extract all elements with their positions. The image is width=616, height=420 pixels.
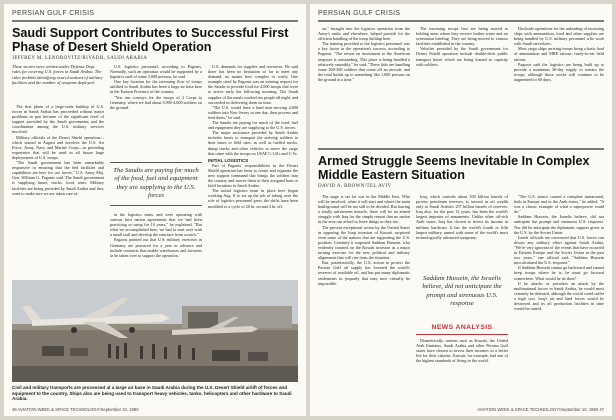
article-headline: Saudi Support Contributes to Successful First Phase of Desert Shield Operation [12, 26, 289, 54]
subheading: INITIAL LOGISTICS [208, 157, 249, 163]
page-folio: AVIATION WEEK & SPACE TECHNOLOGY/September 10, 1990 47 [477, 407, 604, 412]
paragraph: The incoming troops first are being moved to holding areas where they receive further water and air orientation briefing. They are being moved to various facilities established in the country. [416, 26, 508, 47]
kicker-rule [12, 20, 298, 22]
right-page [310, 4, 612, 416]
left-page [4, 4, 306, 416]
section-kicker: PERSIAN GULF CRISIS [12, 10, 95, 17]
paragraph: Part of Pagonis' responsibilities in the Desert Shield operation has been to create and organize the new support command that brings the soldiers into the country and moves them to their assigned base or field locations in Saudi Arabia. [208, 162, 298, 189]
paragraph: The initial logistics team in place here began working Aug. 8 to set up the job of taking over the role of logistics personnel grew, the shifts have been modified to a cycle of 20 hr. on and 4 hr. off. [208, 188, 298, 209]
page-folio: 46 AVIATION WEEK & SPACE TECHNOLOGY/September 10, 1990 [12, 407, 139, 412]
column-1 [318, 194, 410, 404]
paragraph: "The Saudi government has been remarkably responsive in ensuring that the bed facilities and capabilities are here for our forces," U.S. Army Maj. Gen. William G. Pagonis said. The Saudi government is supplying buses, trucks, food, tents. Military facilities are being provided by Saudi Arabia and they want to make sure we are taken care of. [12, 160, 104, 196]
paragraph: But, paradoxically, the U.S. action to protect the Persian Gulf oil supply has lowered the world's reserves of available oil, and has put many diplomatic settlements in jeopardy that may now virtually be impossible. [318, 260, 410, 286]
column-3 [514, 194, 604, 404]
column-3 [208, 64, 298, 276]
paragraph: The major assistance provided by Saudi Arabia includes buses to transport the arriving soldiers to their bases or field sites, as well as fuelled trucks, dump trucks and other vehicles to move the cargo that came with the troops on USAF C-141s and C-5s. [208, 130, 298, 156]
continued-column-2 [416, 26, 508, 144]
continued-column-3 [514, 26, 604, 144]
paragraph: "You run convoys for the troops of 3 Corps to Germany, where we had about 3,000-4,000 soldiers on the ground. [110, 94, 202, 110]
news-analysis-rule [416, 334, 508, 335]
paragraph: U.S. demands for supplies and resources. He said there has been no hesitation so far to meet any demand, no matter how complex or costly. One example cited by Pagonis was an evening request for the Saudis to provide food for 4,000 troops that were to arrive early the following morning. The Saudi supplier of the meals worked ten people all night, and succeeded in delivering them on time. [208, 64, 298, 105]
paragraph: If Saddam Hussein cannot go backward and cannot keep troops where he is, he must go forward somewhere. What would he do then? [514, 265, 604, 281]
paragraph: on," brought into the logistics operation from the Army's ranks and elsewhere, helped provide for the efficient handling of the troop buildup here. [318, 26, 410, 42]
column-2-top [416, 194, 508, 268]
pull-quote: The Saudis are paying for much of the food, fuel and equipment they are supplying to the U.S. forces [110, 162, 202, 206]
article-separator [318, 148, 604, 150]
paragraph: Diametrically, nations such as Kuwait, the United Arab Emirates, Saudi Arabia and other Persian Gulf states have chosen to invest their incomes in a better life for their citizens. Kuwait, for example, had one of the highest standards of living in the world. [416, 338, 508, 364]
paragraph: Israeli officials are convinced that U.S. forces can thwart any military effort against Saudi Arabia. "We're very ignorant of the events that have occurred in Eastern Europe and the Soviet Union in the past two years," one official said. "Saddam Hussein miscalculated the U.S. response." [514, 234, 604, 266]
paragraph: Iraq, which controls about 100 billion barrels of proven petroleum reserves, is second in oil wealth only to Saudi Arabia's 257 billion barrels of reserves. Iraq also, for the past 12 years, has been the world's largest importer of armaments. Unlike other oil-rich Arab states, Iraq has chosen to invest its income in military hardware. It has the world's fourth or fifth largest military, armed with some of the world's most technologically advanced weaponry. [416, 194, 508, 240]
paragraph: Military officials of the Desert Shield operation—which started in August and involves the U.S. Air Force, Army, Navy and Marine Corps—in providing experience that will be used in all future large deployments of U.S. troops. [12, 134, 104, 160]
paragraph: "The U.S. stance caused a complete turnaround, both in Europe and in the Arab states," he added. "It was a classic example of what a superpower could do." [514, 194, 604, 215]
news-analysis-label: NEWS ANALYSIS [431, 324, 493, 331]
article-byline: JEFFREY M. LENOROVITZ/RIYADH, SAUDI ARABIA [12, 56, 148, 61]
column-2-top [110, 64, 202, 160]
kicker-rule [318, 20, 604, 22]
paragraph: Vehicles provided by the Saudi government for Desert Shield operation include double-deck public transport buses which are being loaned to capacity with soldiers. [416, 46, 508, 67]
paragraph: Most cargo ships arriving troops bring a basic load of ammunition and MRE rations, ready-to-eat field rations. [514, 46, 604, 62]
section-kicker: PERSIAN GULF CRISIS [318, 10, 401, 17]
airbase-photo [12, 280, 298, 382]
article-headline: Armed Struggle Seems Inevitable In Complex Middle Eastern Situation [318, 154, 590, 182]
paragraph: Pagonis pointed out that U.S. military exercises in Germany are practiced for a year in advance and include contracts that enable warehouses and factories to be taken over to support the operation. [110, 237, 202, 258]
article-byline: DAVID A. BROWN/TEL AVIV [318, 184, 392, 189]
continued-column-1 [318, 26, 410, 144]
paragraph: Dockside operations for the unloading of incoming ships with ammunition, food and other supplies are being handled by U.S. military personnel who work with Saudi stevedores. [514, 26, 604, 47]
paragraph: The present exceptional action by the United States in opposing the Iraqi invasion of Kuwait surprised even some of the nations that are supporting the U.S. position. Certainly it surprised Saddam Hussein, who evidently counted on the Kuwait invasion as a major turning exercise for the new political and military alignments that will rise from the situation. [318, 224, 410, 261]
paragraph: in the logistics team, and were operating with various host nation agreements that we had been practicing or using for 10 years," he explained. "But what we accomplished here, we had to start over with a small staff and develop the structure from scratch." [110, 212, 202, 238]
paragraph: If he attacks or provokes an attack by the multinational forces in Saudi Arabia, he would most certainly be defeated, although the world could suffer a high cost. Iraq's air and land forces would be destroyed and its oil production facilities in time would be ruined. [514, 280, 604, 312]
paragraph: Pagonis said the logistics are being built up to provide a minimum 30-day supply to sustain the troops, although those stocks will continue to be augmented to 60 days. [514, 61, 604, 82]
column-1 [12, 104, 104, 276]
pull-quote: Saddam Hussein, the Israelis believe, did not anticipate the prompt and strenuous U.S. response [422, 275, 502, 308]
paragraph: Saddam Hussein, the Israelis believe, did not anticipate the prompt and strenuous U.S. response. Nor did he anticipate the diplomatic support given to the U.S. by the Soviet Union. [514, 214, 604, 235]
paragraph: The stage is set for war in the Middle East. Who will be involved, when it will start and where the main battleground will be are still to be decided. But barring a totally unforeseen miracle, there will be an armed struggle with Iraq for the simple reason that no nation in the area can afford to leave things as they are. [318, 194, 410, 225]
paragraph: The first phase of a large-scale buildup of U.S. forces in Saudi Arabia has proceeded without major problems in part because of the significant level of support provided by the Saudi government and the coordination among the U.S. military services involved. [12, 104, 104, 135]
paragraph: The training provided to the logistics personnel was a key factor in the operation's success, according to Pagonis. "The return on investment to the American taxpayer is outstanding. This place is being handled a relatively smoothly," he said. "These kids are handling some 200-300 soldiers that come off an aircraft, and the total builds up to something like 1,000 persons on the ground at a time." [318, 41, 410, 82]
airbase-scene-image [12, 280, 298, 382]
paragraph: "The U.S. would have a hard time moving 4,000 soldiers into New Jersey in one day, then process and feed them," he said. [208, 104, 298, 120]
paragraph: One key location for the incoming flow of troops airlifted to Saudi Arabia has been a large air base here in the Eastern Province of the country. [110, 79, 202, 95]
paragraph: The Saudis are paying for much of the food, fuel and equipment they are supplying to the U.S. forces. [208, 120, 298, 131]
column-2-bottom [416, 338, 508, 404]
paragraph: U.S. logistics personnel, according to Pagonis. Normally, such an operation would be supported by a logistics staff of some 5,000 persons, he said. [110, 64, 202, 80]
column-2-bottom [110, 212, 202, 276]
photo-caption: Civil and military transports are processed at a large air base in Saudi Arabia during the U.S. Desert Shield airlift of forces and equipment to the country. Ships also are being used to transport heavy vehicles, tanks, helicopters and other hardware to Saudi Arabia. [12, 385, 292, 402]
editor-note: These stories were written under Defense Dept. rules for covering U.S. forces in Saudi Arabia. The rules prohibit identifying exact locations of military facilities and the number of weapons deployed. [12, 64, 103, 85]
